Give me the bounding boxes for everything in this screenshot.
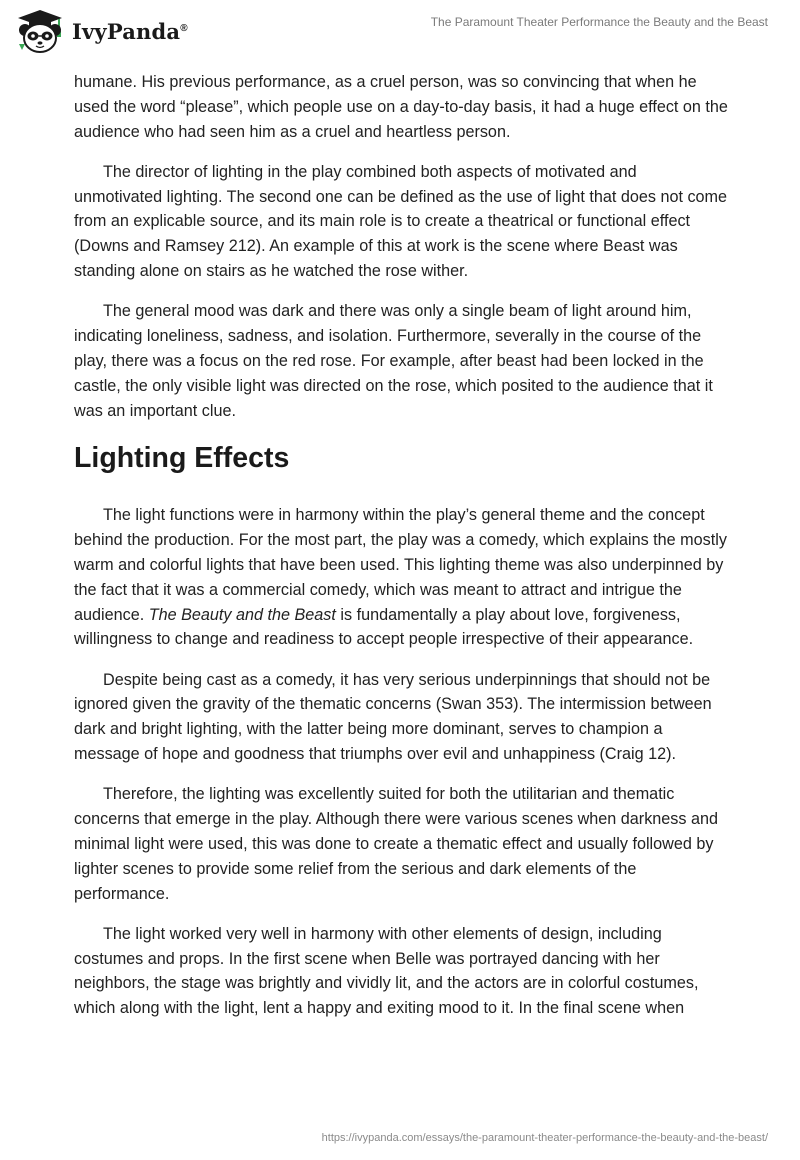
panda-graduate-icon xyxy=(14,8,66,54)
ivypanda-logo[interactable] xyxy=(14,8,188,54)
paragraph-1: humane. His previous performance, as a cruel person, was so convincing that when he used the word “please”, which people use on a day-to-day basis, it had a huge effect on the audience who had seen him as a cruel and heartless person. xyxy=(74,73,728,141)
paragraph-5: Despite being cast as a comedy, it has very serious underpinnings that should not be ignored given the gravity of the thematic concerns (Swan 353). The intermission between dark and bright lighting, with the latter being more dominant, serves to champion a message of hope and goodness that triumphs over evil and unhappiness (Craig 12). xyxy=(74,670,712,764)
brand-name: IvyPanda® xyxy=(72,18,188,44)
paragraph-3: The general mood was dark and there was only a single beam of light around him, indicating loneliness, sadness, and isolation. Furthermore, severally in the course of the play, there was a focus on the red rose. For example, after beast had been locked in the castle, the only visible light was directed on the rose, which posited to the audience that it was an important clue. xyxy=(74,302,713,420)
page-header xyxy=(0,0,800,66)
source-url[interactable]: https://ivypanda.com/essays/the-paramount-theater-performance-the-beauty-and-the-beast/ xyxy=(321,1132,768,1144)
paragraph-2: The director of lighting in the play combined both aspects of motivated and unmotivated lighting. The second one can be defined as the use of light that does not come from an explicable source, and its main role is to create a theatrical or functional effect (Downs and Ramsey 212). An example of this at work is the scene where Beast was standing alone on stairs as he watched the rose wither. xyxy=(74,162,728,281)
paragraph-7: The light worked very well in harmony with other elements of design, including costumes and props. In the first scene when Belle was portrayed dancing with her neighbors, the stage was brightly and vividly lit, and the actors are in colorful costumes, which along with the light, lent a happy and exiting mood to it. In the final scene when xyxy=(74,924,699,1018)
paragraph-6: Therefore, the lighting was excellently suited for both the utilitarian and thematic concerns that emerge in the play. Although there were various scenes when darkness and minimal light were used, this was done to create a thematic effect and usually followed by lighter scenes to provide some relief from the serious and dark elements of the performance. xyxy=(74,785,718,903)
document-title: The Paramount Theater Performance the Beauty and the Beast xyxy=(430,15,768,29)
paragraph-4: The light functions were in harmony within the play’s general theme and the concept behind the production. For the most part, the play was a comedy, which explains the mostly warm and colorful lights that have been used. This lighting theme was also underpinned by the fact that it was a commercial comedy, which was meant to attract and intrigue the audience. The Beauty and the Beast is fundamentally a play about love, forgiveness, willingness to change and readiness to accept people irrespective of their appearance. xyxy=(74,506,727,649)
play-title: The Beauty and the Beast xyxy=(148,605,336,624)
section-heading: Lighting Effects xyxy=(74,442,290,475)
essay-content xyxy=(74,70,728,1037)
